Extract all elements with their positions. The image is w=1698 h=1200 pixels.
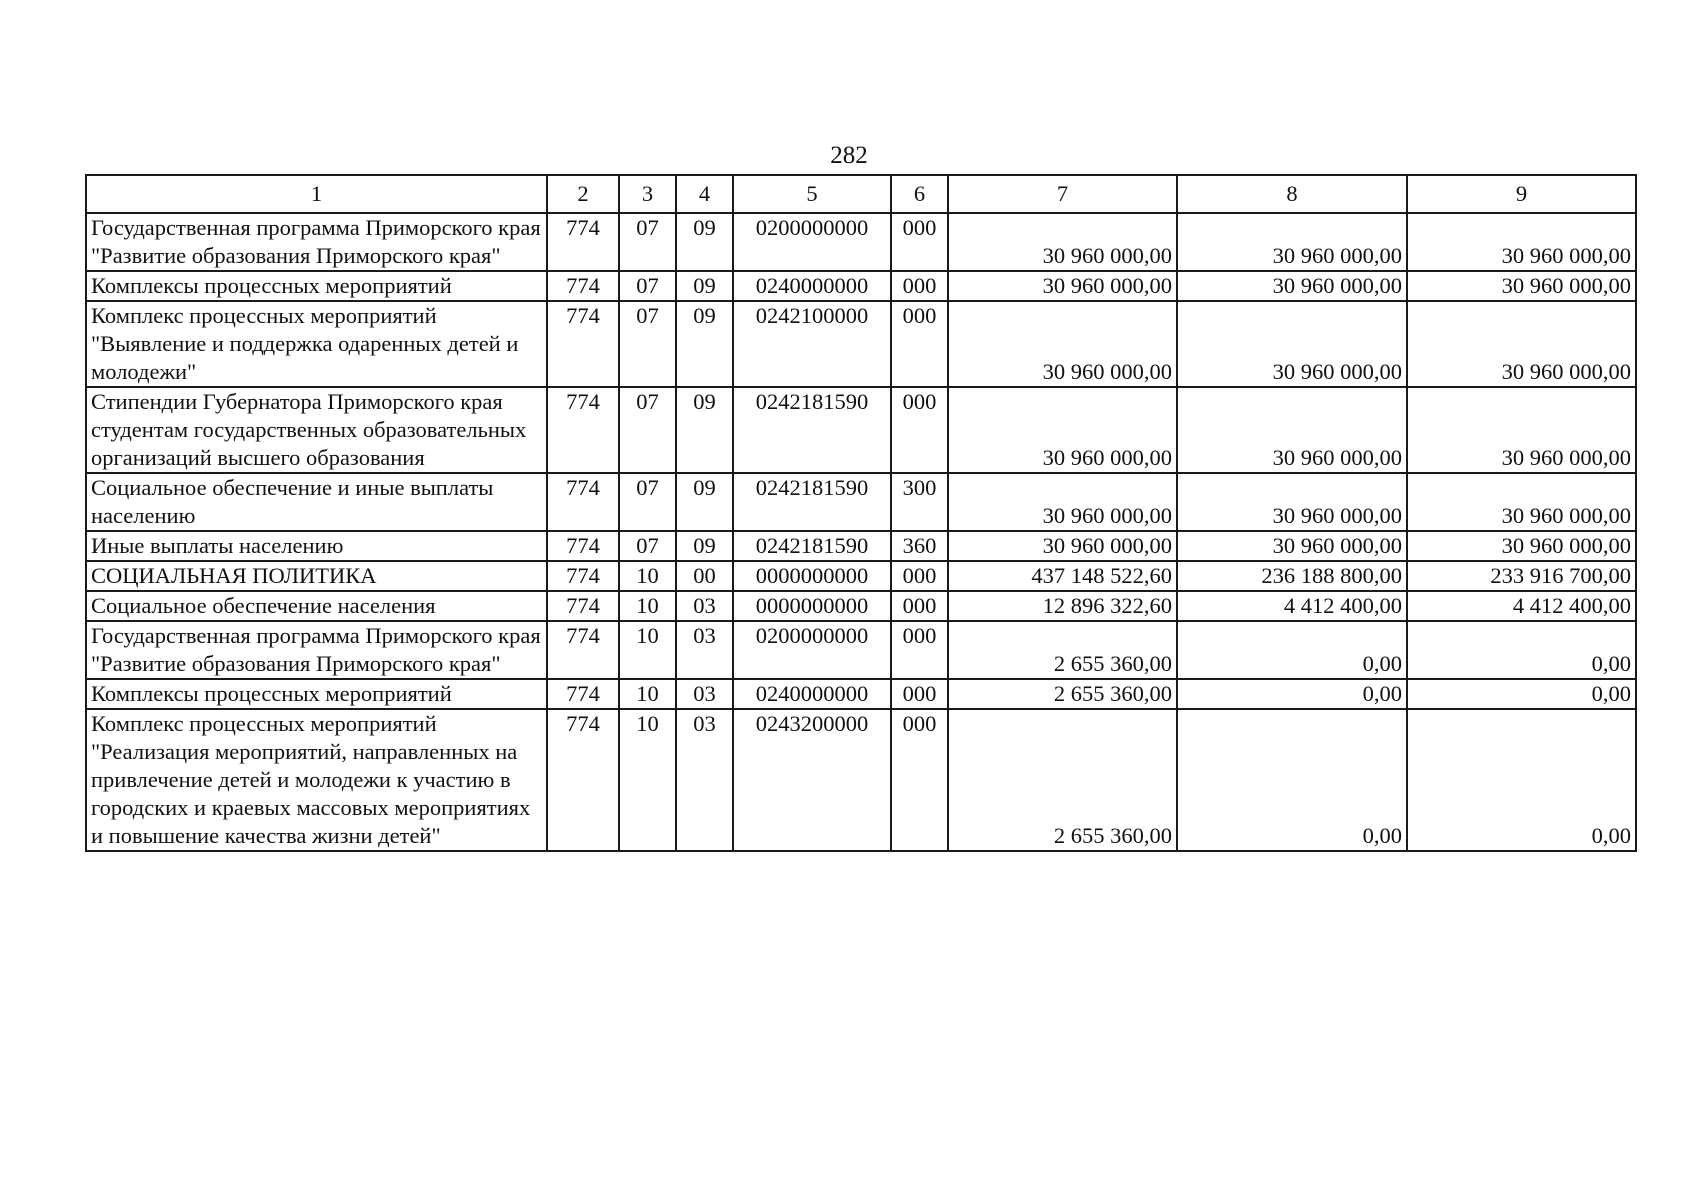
column-header: 6 xyxy=(891,175,948,213)
target-item-code: 0200000000 xyxy=(733,621,891,679)
amount-col9: 30 960 000,00 xyxy=(1407,473,1636,531)
department-code: 774 xyxy=(547,591,619,621)
row-name: Социальное обеспечение населения xyxy=(86,591,547,621)
table-row xyxy=(86,531,1636,561)
row-name: Стипендии Губернатора Приморского края студентам государственных образовательных организаций высшего образования xyxy=(86,387,547,473)
row-name: Комплекс процессных мероприятий "Выявление и поддержка одаренных детей и молодежи" xyxy=(86,301,547,387)
section-code: 10 xyxy=(619,621,676,679)
amount-col8: 30 960 000,00 xyxy=(1177,301,1407,387)
expense-type-code: 000 xyxy=(891,271,948,301)
amount-col8: 236 188 800,00 xyxy=(1177,561,1407,591)
expense-type-code: 000 xyxy=(891,621,948,679)
row-name: Комплекс процессных мероприятий "Реализация мероприятий, направленных на привлечение детей и молодежи к участию в городских и краевых массовых мероприятиях и повышение качества жизни детей" xyxy=(86,709,547,851)
amount-col9: 0,00 xyxy=(1407,621,1636,679)
target-item-code: 0200000000 xyxy=(733,213,891,271)
section-code: 07 xyxy=(619,301,676,387)
amount-col7: 2 655 360,00 xyxy=(948,679,1177,709)
row-name: СОЦИАЛЬНАЯ ПОЛИТИКА xyxy=(86,561,547,591)
target-item-code: 0000000000 xyxy=(733,591,891,621)
section-code: 10 xyxy=(619,561,676,591)
amount-col7: 30 960 000,00 xyxy=(948,271,1177,301)
row-name: Комплексы процессных мероприятий xyxy=(86,271,547,301)
subsection-code: 09 xyxy=(676,531,733,561)
subsection-code: 03 xyxy=(676,591,733,621)
target-item-code: 0242181590 xyxy=(733,387,891,473)
department-code: 774 xyxy=(547,387,619,473)
table-row xyxy=(86,271,1636,301)
column-number-row xyxy=(86,175,1636,213)
department-code: 774 xyxy=(547,301,619,387)
table-row xyxy=(86,679,1636,709)
column-header: 1 xyxy=(86,175,547,213)
subsection-code: 03 xyxy=(676,709,733,851)
expense-type-code: 300 xyxy=(891,473,948,531)
table-row xyxy=(86,621,1636,679)
subsection-code: 09 xyxy=(676,271,733,301)
amount-col9: 30 960 000,00 xyxy=(1407,271,1636,301)
department-code: 774 xyxy=(547,271,619,301)
department-code: 774 xyxy=(547,473,619,531)
amount-col9: 30 960 000,00 xyxy=(1407,387,1636,473)
amount-col7: 12 896 322,60 xyxy=(948,591,1177,621)
expense-type-code: 000 xyxy=(891,561,948,591)
subsection-code: 09 xyxy=(676,301,733,387)
department-code: 774 xyxy=(547,213,619,271)
amount-col8: 0,00 xyxy=(1177,679,1407,709)
department-code: 774 xyxy=(547,679,619,709)
amount-col8: 30 960 000,00 xyxy=(1177,387,1407,473)
target-item-code: 0000000000 xyxy=(733,561,891,591)
amount-col8: 4 412 400,00 xyxy=(1177,591,1407,621)
table-row xyxy=(86,473,1636,531)
row-name: Комплексы процессных мероприятий xyxy=(86,679,547,709)
target-item-code: 0242100000 xyxy=(733,301,891,387)
amount-col8: 0,00 xyxy=(1177,621,1407,679)
subsection-code: 09 xyxy=(676,473,733,531)
table-row xyxy=(86,387,1636,473)
amount-col7: 2 655 360,00 xyxy=(948,709,1177,851)
subsection-code: 03 xyxy=(676,621,733,679)
amount-col7: 30 960 000,00 xyxy=(948,301,1177,387)
target-item-code: 0242181590 xyxy=(733,531,891,561)
expense-type-code: 000 xyxy=(891,591,948,621)
column-header: 9 xyxy=(1407,175,1636,213)
target-item-code: 0243200000 xyxy=(733,709,891,851)
section-code: 10 xyxy=(619,591,676,621)
row-name: Государственная программа Приморского края "Развитие образования Приморского края" xyxy=(86,213,547,271)
table-row xyxy=(86,213,1636,271)
column-header: 7 xyxy=(948,175,1177,213)
amount-col9: 30 960 000,00 xyxy=(1407,213,1636,271)
section-code: 07 xyxy=(619,387,676,473)
amount-col7: 437 148 522,60 xyxy=(948,561,1177,591)
target-item-code: 0242181590 xyxy=(733,473,891,531)
amount-col7: 30 960 000,00 xyxy=(948,531,1177,561)
section-code: 10 xyxy=(619,679,676,709)
section-code: 07 xyxy=(619,213,676,271)
subsection-code: 00 xyxy=(676,561,733,591)
amount-col7: 30 960 000,00 xyxy=(948,473,1177,531)
amount-col7: 30 960 000,00 xyxy=(948,387,1177,473)
section-code: 07 xyxy=(619,473,676,531)
column-header: 5 xyxy=(733,175,891,213)
row-name: Иные выплаты населению xyxy=(86,531,547,561)
expense-type-code: 000 xyxy=(891,679,948,709)
row-name: Государственная программа Приморского края "Развитие образования Приморского края" xyxy=(86,621,547,679)
department-code: 774 xyxy=(547,531,619,561)
amount-col9: 4 412 400,00 xyxy=(1407,591,1636,621)
table-row xyxy=(86,591,1636,621)
department-code: 774 xyxy=(547,561,619,591)
page-number: 282 xyxy=(830,142,868,169)
column-header: 8 xyxy=(1177,175,1407,213)
amount-col7: 2 655 360,00 xyxy=(948,621,1177,679)
expense-type-code: 000 xyxy=(891,213,948,271)
target-item-code: 0240000000 xyxy=(733,271,891,301)
table-row xyxy=(86,301,1636,387)
amount-col9: 30 960 000,00 xyxy=(1407,301,1636,387)
section-code: 07 xyxy=(619,271,676,301)
section-code: 07 xyxy=(619,531,676,561)
expense-type-code: 000 xyxy=(891,301,948,387)
amount-col7: 30 960 000,00 xyxy=(948,213,1177,271)
amount-col8: 0,00 xyxy=(1177,709,1407,851)
subsection-code: 09 xyxy=(676,213,733,271)
column-header: 4 xyxy=(676,175,733,213)
amount-col9: 233 916 700,00 xyxy=(1407,561,1636,591)
row-name: Социальное обеспечение и иные выплаты населению xyxy=(86,473,547,531)
column-header: 3 xyxy=(619,175,676,213)
budget-table xyxy=(85,174,1637,852)
amount-col8: 30 960 000,00 xyxy=(1177,271,1407,301)
expense-type-code: 000 xyxy=(891,709,948,851)
subsection-code: 09 xyxy=(676,387,733,473)
amount-col9: 0,00 xyxy=(1407,709,1636,851)
subsection-code: 03 xyxy=(676,679,733,709)
table-row xyxy=(86,561,1636,591)
expense-type-code: 360 xyxy=(891,531,948,561)
table-row xyxy=(86,709,1636,851)
amount-col8: 30 960 000,00 xyxy=(1177,473,1407,531)
department-code: 774 xyxy=(547,709,619,851)
target-item-code: 0240000000 xyxy=(733,679,891,709)
column-header: 2 xyxy=(547,175,619,213)
expense-type-code: 000 xyxy=(891,387,948,473)
amount-col8: 30 960 000,00 xyxy=(1177,531,1407,561)
department-code: 774 xyxy=(547,621,619,679)
amount-col9: 30 960 000,00 xyxy=(1407,531,1636,561)
section-code: 10 xyxy=(619,709,676,851)
amount-col9: 0,00 xyxy=(1407,679,1636,709)
amount-col8: 30 960 000,00 xyxy=(1177,213,1407,271)
